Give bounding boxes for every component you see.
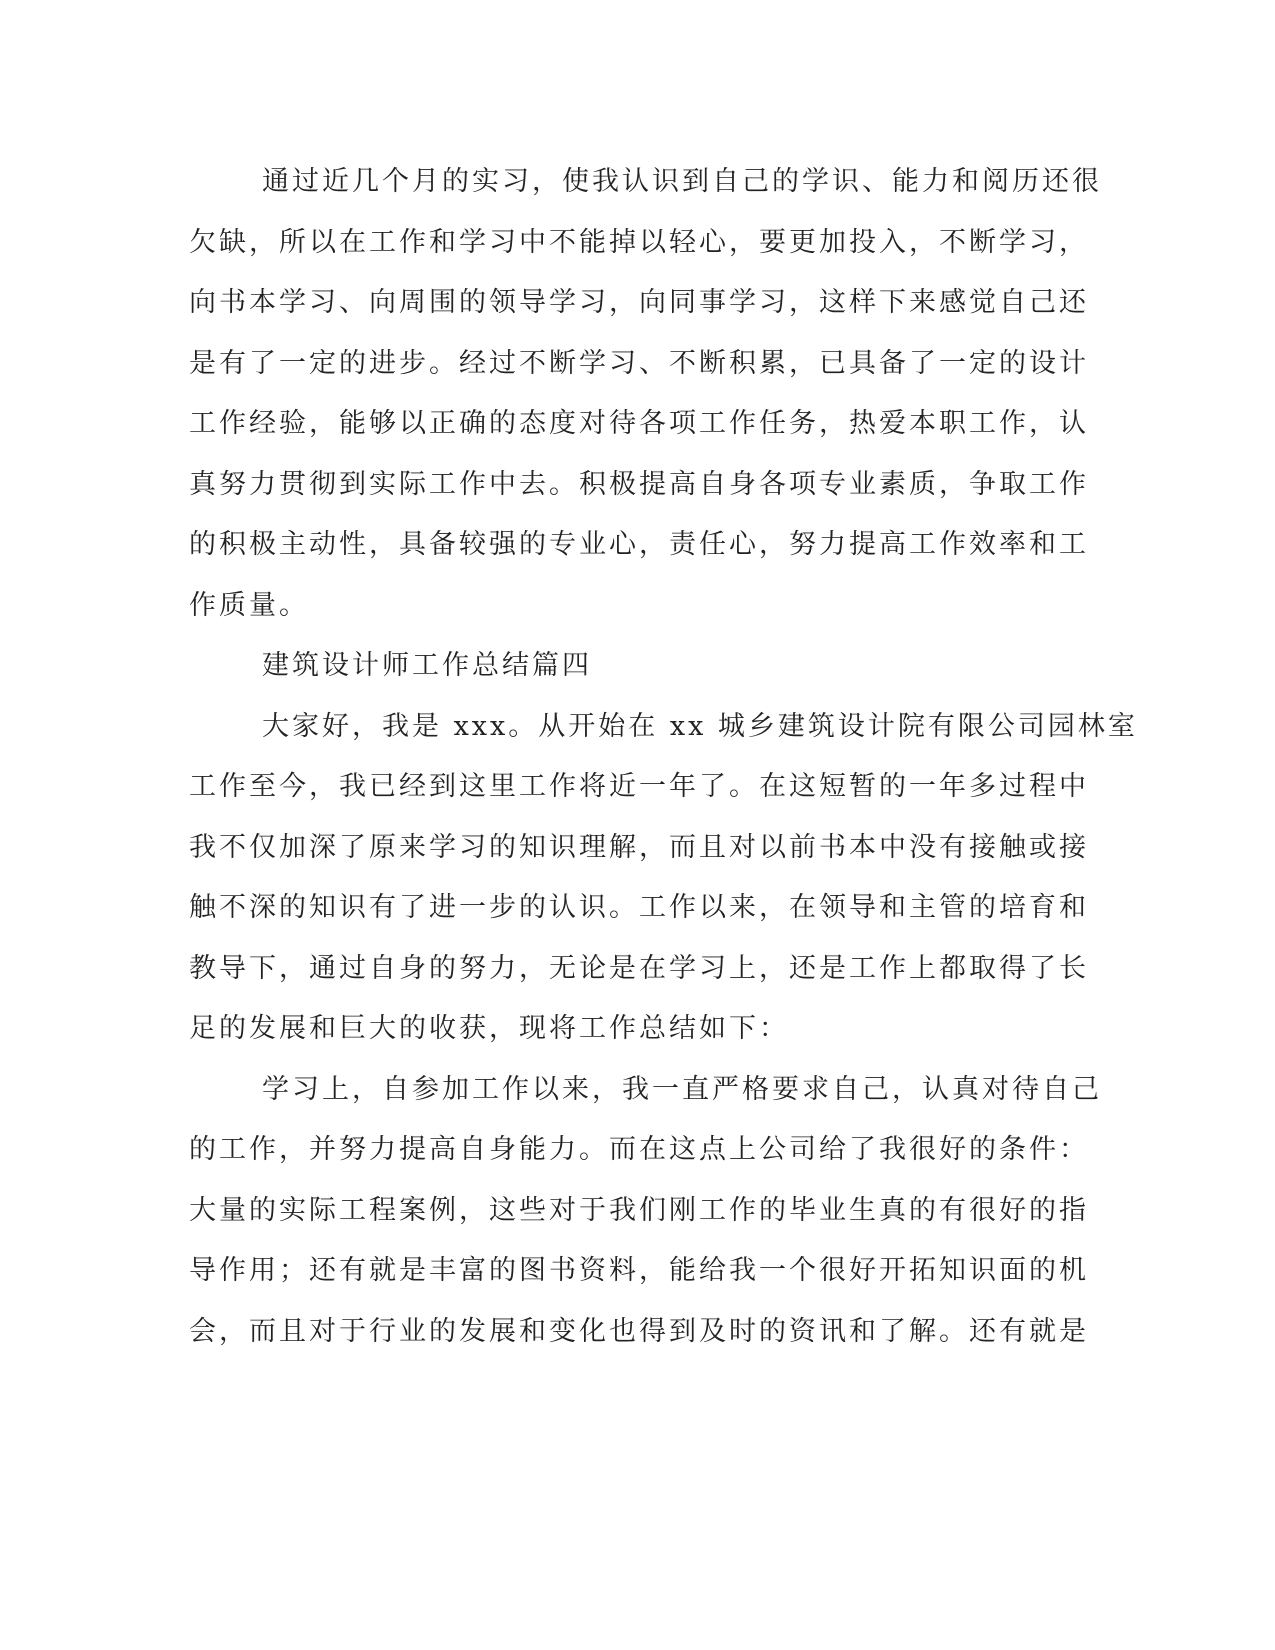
text-line: 通过近几个月的实习，使我认识到自己的学识、能力和阅历还很 [262,166,1102,197]
paragraph-internship-reflection [189,162,1102,646]
text-line: 会，而且对于行业的发展和变化也得到及时的资讯和了解。还有就是 [189,1315,1089,1347]
text-line: 作质量。 [189,589,309,621]
document-body [189,162,1138,1372]
text-line: 真努力贯彻到实际工作中去。积极提高自身各项专业素质，争取工作 [189,468,1089,500]
text-line: 我不仅加深了原来学习的知识理解，而且对以前书本中没有接触或接 [189,831,1089,863]
text-line: 的工作，并努力提高自身能力。而在这点上公司给了我很好的条件： [189,1134,1089,1165]
section-heading: 建筑设计师工作总结篇四 [262,650,592,681]
text-line: 是有了一定的进步。经过不断学习、不断积累，已具备了一定的设计 [189,347,1089,379]
text-line: 导作用；还有就是丰富的图书资料，能给我一个很好开拓知识面的机 [189,1255,1089,1286]
paragraph-study [189,1070,1102,1373]
text-line: 大家好，我是 xxx。从开始在 xx 城乡建筑设计院有限公司园林室 [262,710,1138,742]
text-line: 触不深的知识有了进一步的认识。工作以来，在领导和主管的培育和 [189,892,1089,923]
text-line: 的积极主动性，具备较强的专业心，责任心，努力提高工作效率和工 [189,529,1089,560]
text-line: 教导下，通过自身的努力，无论是在学习上，还是工作上都取得了长 [189,952,1089,984]
text-line: 工作经验，能够以正确的态度对待各项工作任务，热爱本职工作，认 [189,408,1089,439]
paragraph-introduction [189,707,1138,1070]
text-line: 向书本学习、向周围的领导学习，向同事学习，这样下来感觉自己还 [189,287,1089,318]
text-line: 学习上，自参加工作以来，我一直严格要求自己，认真对待自己 [262,1073,1102,1105]
text-line: 大量的实际工程案例，这些对于我们刚工作的毕业生真的有很好的指 [189,1194,1089,1226]
text-line: 欠缺，所以在工作和学习中不能掉以轻心，要更加投入，不断学习， [189,226,1089,258]
text-line: 足的发展和巨大的收获，现将工作总结如下： [189,1013,789,1044]
text-line: 工作至今，我已经到这里工作将近一年了。在这短暂的一年多过程中 [189,771,1089,802]
